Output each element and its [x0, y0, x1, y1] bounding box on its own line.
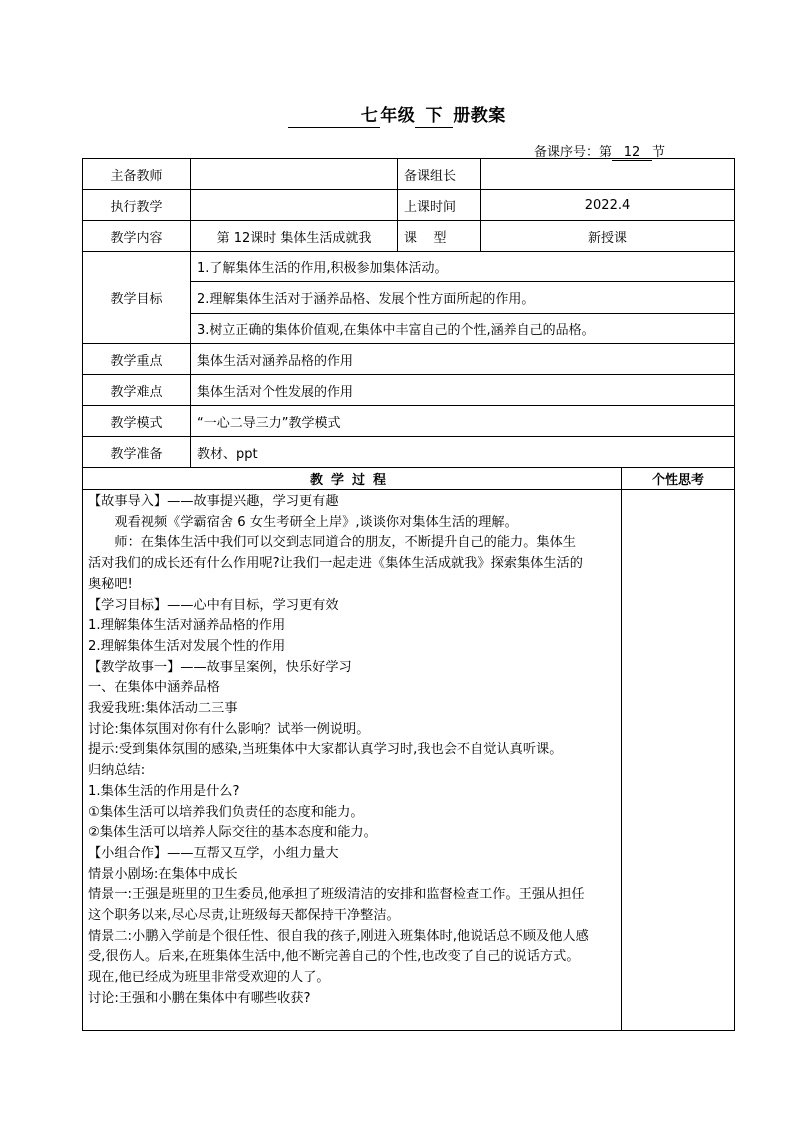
difficulty-label: 教学难点 [83, 375, 191, 406]
process-line: 情景二:小鹏入学前是个很任性、很自我的孩子,刚进入班集体时,他说话总不顾及他人感 [88, 928, 589, 944]
process-body [83, 490, 622, 1031]
table-row [83, 159, 735, 190]
class-time-label: 上课时间 [398, 190, 481, 221]
table-row [83, 344, 735, 375]
process-line: 情景一:王强是班里的卫生委员,他承担了班级清洁的安排和监督检查工作。王强从担任 [88, 887, 585, 903]
table-row [83, 468, 735, 490]
goals-label: 教学目标 [83, 252, 191, 344]
process-line: 提示:受到集体氛围的感染,当班集体中大家都认真学习时,我也会不自觉认真听课。 [88, 742, 563, 758]
chief-teacher-label: 主备教师 [83, 159, 191, 190]
prep-value: 教材、ppt [191, 437, 735, 468]
process-line: 情景小剧场:在集体中成长 [88, 866, 238, 882]
term-suffix: 册教案 [453, 106, 506, 126]
process-heading: 教学过程 [83, 468, 622, 490]
process-line: 【小组合作】——互帮又互学，小组力量大 [88, 845, 339, 861]
process-line: 讨论:集体氛围对你有什么影响？试举一例说明。 [88, 721, 370, 737]
grade-value: 七 [288, 105, 380, 128]
table-row [83, 406, 735, 437]
process-line: 现在,他已经成为班里非常受欢迎的人了。 [88, 970, 330, 986]
exec-label: 执行教学 [83, 190, 191, 221]
type-label: 课 型 [398, 221, 481, 252]
think-heading: 个性思考 [622, 468, 735, 490]
page-title [0, 105, 794, 128]
process-line: 讨论:王强和小鹏在集体中有哪些收获? [88, 990, 311, 1006]
process-line: 活对我们的成长还有什么作用呢?让我们一起走进《集体生活成就我》探索集体生活的 [88, 556, 583, 572]
process-line: 受,很伤人。后来,在班集体生活中,他不断完善自己的个性,也改变了自己的说话方式。 [88, 949, 580, 965]
process-line: 奥秘吧! [88, 576, 133, 592]
key-value: 集体生活对涵养品格的作用 [191, 344, 735, 375]
difficulty-value: 集体生活对个性发展的作用 [191, 375, 735, 406]
seq-number: 12 [612, 145, 652, 161]
table-row [83, 252, 735, 282]
type-value: 新授课 [481, 221, 735, 252]
table-row [83, 190, 735, 221]
class-time-value: 2022.4 [481, 190, 735, 221]
goal-item: 2.理解集体生活对于涵养品格、发展个性方面所起的作用。 [191, 282, 735, 314]
mode-value: “一心二导三力”教学模式 [191, 406, 735, 437]
table-row [83, 437, 735, 468]
seq-prefix: 备课序号：第 [534, 145, 613, 160]
chief-teacher-field[interactable] [191, 159, 398, 190]
key-label: 教学重点 [83, 344, 191, 375]
goal-item: 3.树立正确的集体价值观,在集体中丰富自己的个性,涵养自己的品格。 [191, 314, 735, 344]
seq-suffix: 节 [652, 145, 666, 160]
think-column[interactable] [622, 490, 735, 1031]
process-line: 1.理解集体生活对涵养品格的作用 [88, 618, 286, 634]
group-leader-field[interactable] [481, 159, 735, 190]
content-value: 第 12课时 集体生活成就我 [191, 221, 398, 252]
table-row [83, 221, 735, 252]
prep-label: 教学准备 [83, 437, 191, 468]
exec-field[interactable] [191, 190, 398, 221]
process-line: 2.理解集体生活对发展个性的作用 [88, 638, 286, 654]
group-leader-label: 备课组长 [398, 159, 481, 190]
goal-item: 1.了解集体生活的作用,积极参加集体活动。 [191, 252, 735, 282]
process-line: 观看视频《学霸宿舍 6 女生考研全上岸》,谈谈你对集体生活的理解。 [114, 514, 518, 530]
process-line: ②集体生活可以培养人际交往的基本态度和能力。 [88, 825, 377, 841]
grade-suffix: 年级 [380, 106, 416, 126]
process-line: 归纳总结: [88, 763, 146, 779]
process-line: ①集体生活可以培养我们负责任的态度和能力。 [88, 804, 364, 820]
table-row [83, 375, 735, 406]
process-line: 一、在集体中涵养品格 [88, 680, 220, 696]
lesson-info-table [82, 158, 735, 468]
process-line: 【教学故事一】——故事呈案例，快乐好学习 [88, 659, 352, 675]
process-line: 1.集体生活的作用是什么? [88, 783, 240, 799]
process-line: 我爱我班:集体活动二三事 [88, 701, 238, 717]
process-line: 【学习目标】——心中有目标，学习更有效 [88, 597, 339, 613]
teaching-process-table [82, 467, 735, 1031]
process-line: 这个职务以来,尽心尽责,让班级每天都保持干净整洁。 [88, 908, 400, 924]
mode-label: 教学模式 [83, 406, 191, 437]
content-label: 教学内容 [83, 221, 191, 252]
process-line: 【故事导入】——故事提兴趣，学习更有趣 [88, 494, 339, 509]
process-line: 师：在集体生活中我们可以交到志同道合的朋友，不断提升自己的能力。集体生 [114, 535, 576, 551]
table-row [83, 490, 735, 1031]
term-value: 下 [415, 105, 453, 128]
